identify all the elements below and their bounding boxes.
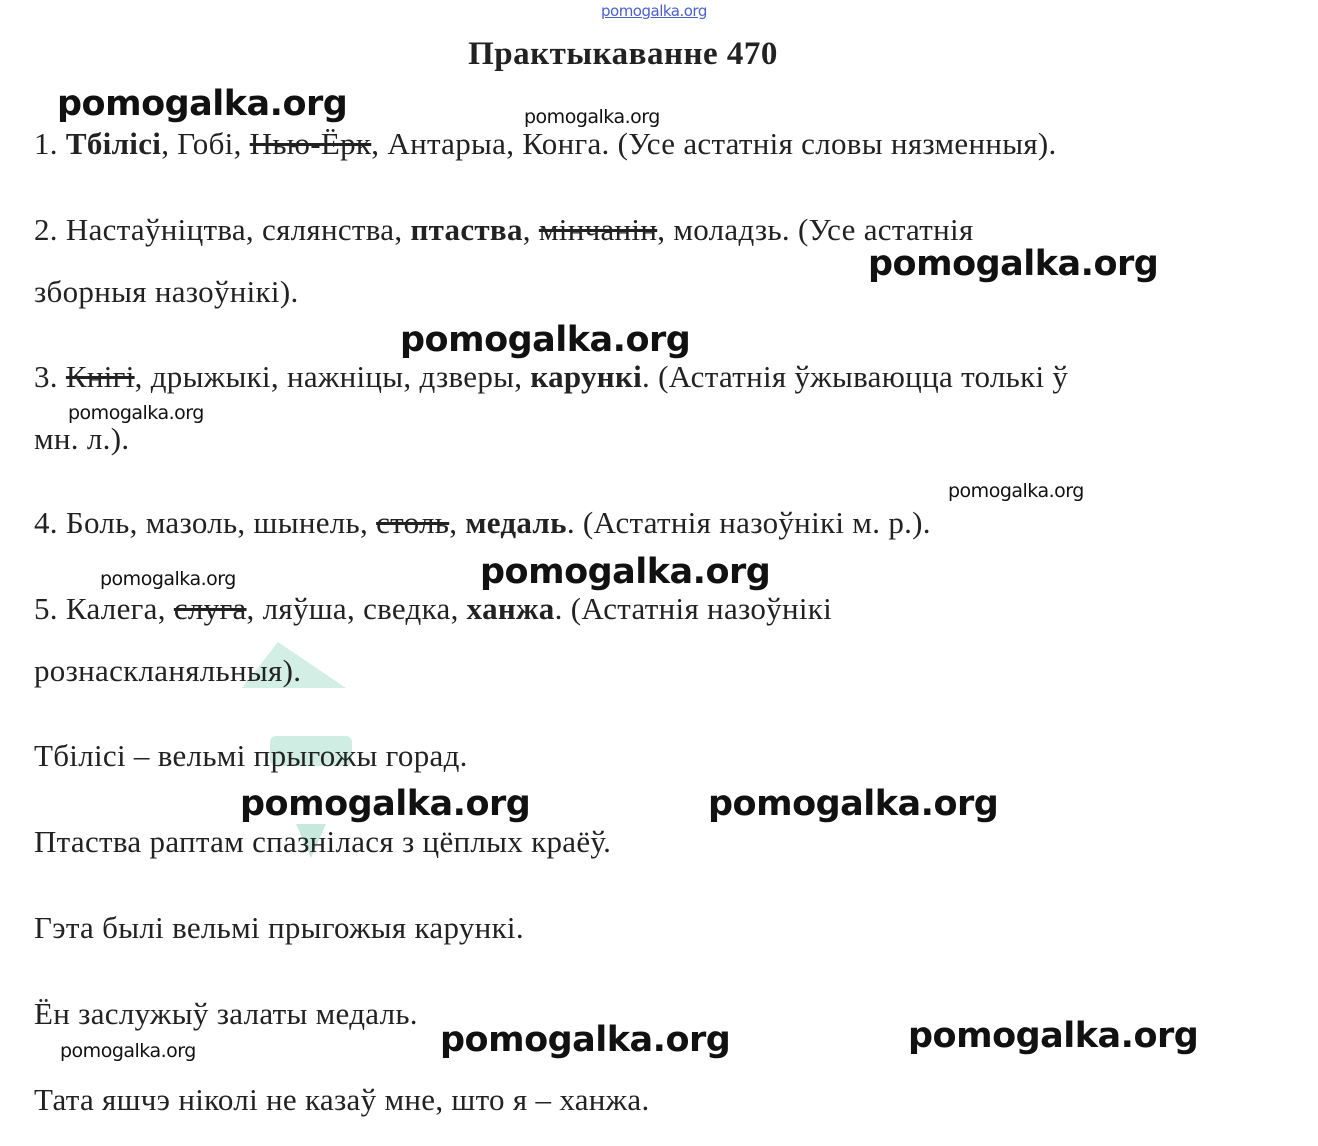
page-title: Практыкаванне 470	[468, 36, 778, 72]
struck-word: Кнігі	[65, 359, 135, 394]
text-line	[34, 994, 418, 1034]
text-line	[34, 419, 129, 459]
text-segment: Птаства раптам спазнілася з цёплых краёў.	[34, 824, 612, 859]
watermark: pomogalka.org	[60, 1040, 196, 1062]
watermark: pomogalka.org	[708, 784, 999, 824]
text-segment: ,	[522, 212, 539, 247]
text-segment: 5. Калега,	[34, 591, 174, 626]
text-segment: 2. Настаўніцтва, сялянства,	[34, 212, 411, 247]
watermark: pomogalka.org	[240, 784, 531, 824]
watermark: pomogalka.org	[868, 244, 1159, 284]
bold-word: медаль	[465, 505, 567, 540]
text-line	[34, 272, 299, 312]
watermark: pomogalka.org	[908, 1016, 1199, 1056]
text-segment: , Антарыа, Конга. (Усе астатнія словы нязменныя).	[371, 126, 1057, 161]
watermark: pomogalka.org	[524, 106, 660, 128]
text-line	[34, 822, 611, 862]
text-segment: . (Астатнія ўжываюцца толькі ў	[642, 359, 1069, 394]
struck-word: мінчанін	[538, 212, 658, 247]
text-segment: 4. Боль, мазоль, шынель,	[34, 505, 377, 540]
text-segment: , моладзь. (Усе астатнія	[657, 212, 974, 247]
watermark: pomogalka.org	[480, 552, 771, 592]
text-segment: , Гобі,	[161, 126, 250, 161]
bold-word: карункі	[530, 359, 643, 394]
struck-word: столь	[376, 505, 450, 540]
watermark: pomogalka.org	[68, 402, 204, 424]
struck-word: Нью-Ёрк	[249, 126, 372, 161]
watermark: pomogalka.org	[57, 84, 348, 124]
text-line	[34, 589, 832, 629]
text-segment: . (Астатнія назоўнікі	[554, 591, 833, 626]
text-segment: , дрыжыкі, нажніцы, дзверы,	[134, 359, 531, 394]
text-segment: мн. л.).	[34, 421, 130, 456]
bold-word: птаства	[410, 212, 523, 247]
watermark: pomogalka.org	[400, 320, 691, 360]
text-segment: Тбілісі – вельмі прыгожы горад.	[34, 738, 468, 773]
text-segment: Тата яшчэ ніколі не казаў мне, што я – ханжа.	[34, 1082, 650, 1117]
text-line	[34, 124, 1057, 164]
text-line	[34, 1080, 650, 1120]
text-segment: рознаскланяльныя).	[34, 653, 302, 688]
struck-word: слуга	[173, 591, 247, 626]
watermark: pomogalka.org	[100, 568, 236, 590]
text-line	[34, 908, 524, 948]
text-line	[34, 210, 974, 250]
text-segment: . (Астатнія назоўнікі м. р.).	[566, 505, 931, 540]
text-line	[34, 357, 1068, 397]
text-segment: , ляўша, сведка,	[246, 591, 467, 626]
text-segment: 1.	[34, 126, 66, 161]
text-segment: Ён заслужыў залаты медаль.	[34, 996, 418, 1031]
watermark: pomogalka.org	[601, 2, 707, 20]
text-line	[34, 651, 301, 691]
text-segment: зборныя назоўнікі).	[34, 274, 299, 309]
text-line	[34, 503, 931, 543]
bold-word: Тбілісі	[65, 126, 162, 161]
bold-word: ханжа	[466, 591, 555, 626]
text-segment: ,	[449, 505, 466, 540]
watermark: pomogalka.org	[948, 480, 1084, 502]
text-segment: Гэта былі вельмі прыгожыя карункі.	[34, 910, 524, 945]
text-line	[34, 736, 468, 776]
text-segment: 3.	[34, 359, 66, 394]
watermark: pomogalka.org	[440, 1020, 731, 1060]
